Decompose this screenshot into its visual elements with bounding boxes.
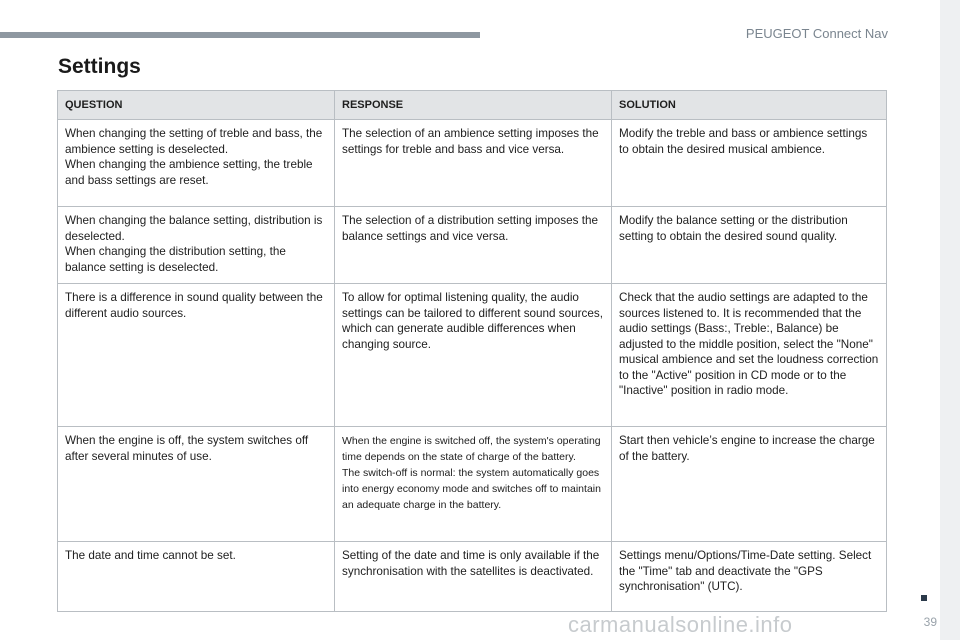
table-row [58, 542, 887, 612]
solution-cell [612, 284, 887, 427]
solution-cell [612, 207, 887, 284]
solution-text: Modify the balance setting or the distribution setting to obtain the desired sound quality. [619, 214, 848, 243]
brand-label: PEUGEOT Connect Nav [745, 26, 888, 41]
faq-table [57, 90, 887, 612]
question-cell [58, 120, 335, 207]
solution-text: Modify the treble and bass or ambience settings to obtain the desired musical ambience. [619, 127, 868, 156]
question-cell [58, 284, 335, 427]
question-text: When the engine is off, the system switches off after several minutes of use. [65, 434, 309, 463]
response-text: To allow for optimal listening quality, the audio settings can be tailored to different sound sources, which can generate audible differences when changing source. [342, 291, 603, 351]
table-row [58, 427, 887, 542]
page-number: 39 [923, 615, 937, 629]
question-cell [58, 427, 335, 542]
response-cell [335, 427, 612, 542]
question-cell [58, 542, 335, 612]
response-cell [335, 284, 612, 427]
table-header-row [58, 91, 887, 120]
question-text: The date and time cannot be set. [65, 549, 236, 562]
header-accent-bar [0, 32, 480, 38]
question-text: There is a difference in sound quality between the different audio sources. [65, 291, 323, 320]
table-row [58, 207, 887, 284]
column-header-question: QUESTION [58, 91, 335, 120]
question-cell [58, 207, 335, 284]
solution-text: Start then vehicle’s engine to increase the charge of the battery. [619, 434, 875, 463]
solution-cell [612, 542, 887, 612]
solution-text: Check that the audio settings are adapted to the sources listened to. It is recommended that the audio settings (Bass:, Treble:, Balance) be adjusted to the middle position, select the "None" musical ambience and set the loudness correction to the "Active" position in CD mode or to the "Inactive" position in radio mode. [619, 291, 879, 397]
table-row [58, 284, 887, 427]
response-text: The selection of an ambience setting imposes the settings for treble and bass and vice versa. [342, 127, 599, 156]
response-text: The selection of a distribution setting imposes the balance settings and vice versa. [342, 214, 598, 243]
page-marker-square [921, 595, 927, 601]
question-text: When changing the balance setting, distribution is deselected. When changing the distribution setting, the balance setting is deselected. [65, 214, 323, 274]
column-header-response: RESPONSE [335, 91, 612, 120]
response-cell [335, 542, 612, 612]
solution-text: Settings menu/Options/Time-Date setting. Select the "Time" tab and deactivate the "GPS synchronisation" (UTC). [619, 549, 872, 593]
table-row [58, 120, 887, 207]
solution-cell [612, 427, 887, 542]
column-header-solution: SOLUTION [612, 91, 887, 120]
solution-cell [612, 120, 887, 207]
response-cell [335, 207, 612, 284]
side-strip [940, 0, 960, 640]
question-text: When changing the setting of treble and bass, the ambience setting is deselected. When changing the ambience setting, the treble and bass settings are reset. [65, 127, 323, 187]
page-title: Settings [58, 55, 141, 78]
response-cell [335, 120, 612, 207]
watermark: carmanualsonline.info [568, 612, 793, 637]
response-text: Setting of the date and time is only available if the synchronisation with the satellites is deactivated. [342, 549, 600, 578]
response-text: When the engine is switched off, the system's operating time depends on the state of charge of the battery. The switch-off is normal: the system automatically goes into energy economy mode and switches off to maintain an adequate charge in the battery. [342, 435, 601, 511]
